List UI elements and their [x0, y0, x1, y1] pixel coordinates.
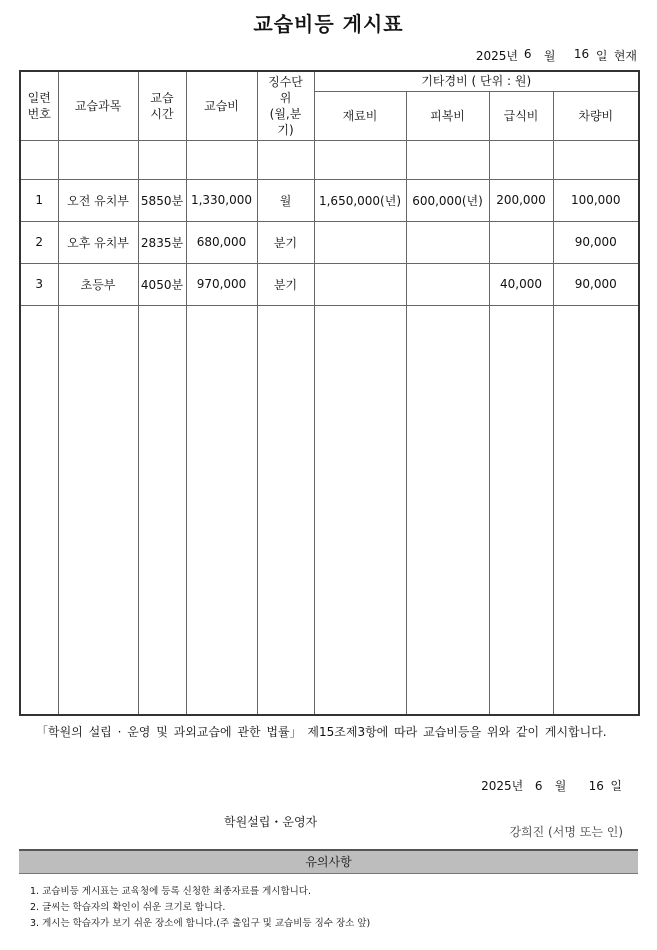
sign-date-month-unit: 월	[554, 779, 567, 793]
current-date-suffix: 현재	[613, 49, 637, 63]
fee-table	[19, 70, 640, 716]
header-other-expenses: 기타경비 ( 단위 : 원)	[314, 71, 639, 91]
caution-item: 2. 글씨는 학습자의 확인이 쉬운 크기로 합니다.	[30, 902, 226, 913]
caution-item: 3. 게시는 학습자가 보기 쉬운 장소에 합니다.(주 출입구 및 교습비등 징수 장소 앞)	[30, 918, 371, 929]
sign-date-day: 16	[588, 779, 604, 793]
current-date-month: 6	[523, 47, 532, 61]
cell-vehicle: 90,000	[553, 263, 639, 305]
current-date-day-unit: 일	[595, 49, 608, 63]
current-date-year: 2025년	[475, 49, 518, 63]
cell-meal: 200,000	[489, 179, 553, 221]
cell-uniform	[406, 263, 489, 305]
sign-date-year: 2025년	[481, 779, 524, 793]
sign-date-day-unit: 일	[610, 779, 622, 793]
cell-time: 4050분	[138, 263, 186, 305]
signer-name: 강희진 (서명 또는 인)	[509, 825, 623, 839]
cell-time: 2835분	[138, 221, 186, 263]
cell-materials: 1,650,000(년)	[314, 179, 406, 221]
sign-date	[481, 777, 622, 794]
cell-no: 2	[20, 221, 58, 263]
caution-title: 유의사항	[19, 849, 638, 874]
header-unit: 징수단 위 (월,분 기)	[257, 71, 314, 140]
current-date	[476, 47, 637, 64]
caution-item: 1. 교습비등 게시표는 교육청에 등록 신청한 최종자료를 게시합니다.	[30, 886, 312, 897]
cell-no: 3	[20, 263, 58, 305]
page-title: 교습비등 게시표	[253, 12, 404, 36]
cell-materials	[314, 221, 406, 263]
sign-date-month: 6	[534, 779, 543, 793]
cell-uniform: 600,000(년)	[406, 179, 489, 221]
cell-course: 초등부	[58, 263, 138, 305]
cell-no: 1	[20, 179, 58, 221]
cell-materials	[314, 263, 406, 305]
header-meal: 급식비	[489, 91, 553, 140]
table-row	[20, 221, 639, 263]
operator-label: 학원설립・운영자	[224, 815, 318, 829]
cell-unit: 월	[257, 179, 314, 221]
header-time: 교습 시간	[138, 71, 186, 140]
cell-unit: 분기	[257, 221, 314, 263]
cell-meal	[489, 221, 553, 263]
legal-notice: 「학원의 설립 · 운영 및 과외교습에 관한 법률」 제15조제3항에 따라 교습비등을 위와 같이 게시합니다.	[36, 725, 607, 739]
table-empty-area	[20, 305, 639, 715]
table-row	[20, 179, 639, 221]
cell-uniform	[406, 221, 489, 263]
cell-fee: 680,000	[186, 221, 257, 263]
header-no: 일련 번호	[20, 71, 58, 140]
cell-fee: 1,330,000	[186, 179, 257, 221]
table-row	[20, 263, 639, 305]
caution-list	[30, 884, 370, 932]
cell-time: 5850분	[138, 179, 186, 221]
cell-meal: 40,000	[489, 263, 553, 305]
current-date-day: 16	[573, 47, 590, 61]
table-spacer	[20, 140, 639, 179]
cell-fee: 970,000	[186, 263, 257, 305]
cell-vehicle: 100,000	[553, 179, 639, 221]
header-course: 교습과목	[58, 71, 138, 140]
header-uniform: 피복비	[406, 91, 489, 140]
cell-course: 오후 유치부	[58, 221, 138, 263]
header-vehicle: 차량비	[553, 91, 639, 140]
cell-vehicle: 90,000	[553, 221, 639, 263]
current-date-month-unit: 월	[543, 49, 556, 63]
cell-course: 오전 유치부	[58, 179, 138, 221]
header-materials: 재료비	[314, 91, 406, 140]
header-fee: 교습비	[186, 71, 257, 140]
cell-unit: 분기	[257, 263, 314, 305]
